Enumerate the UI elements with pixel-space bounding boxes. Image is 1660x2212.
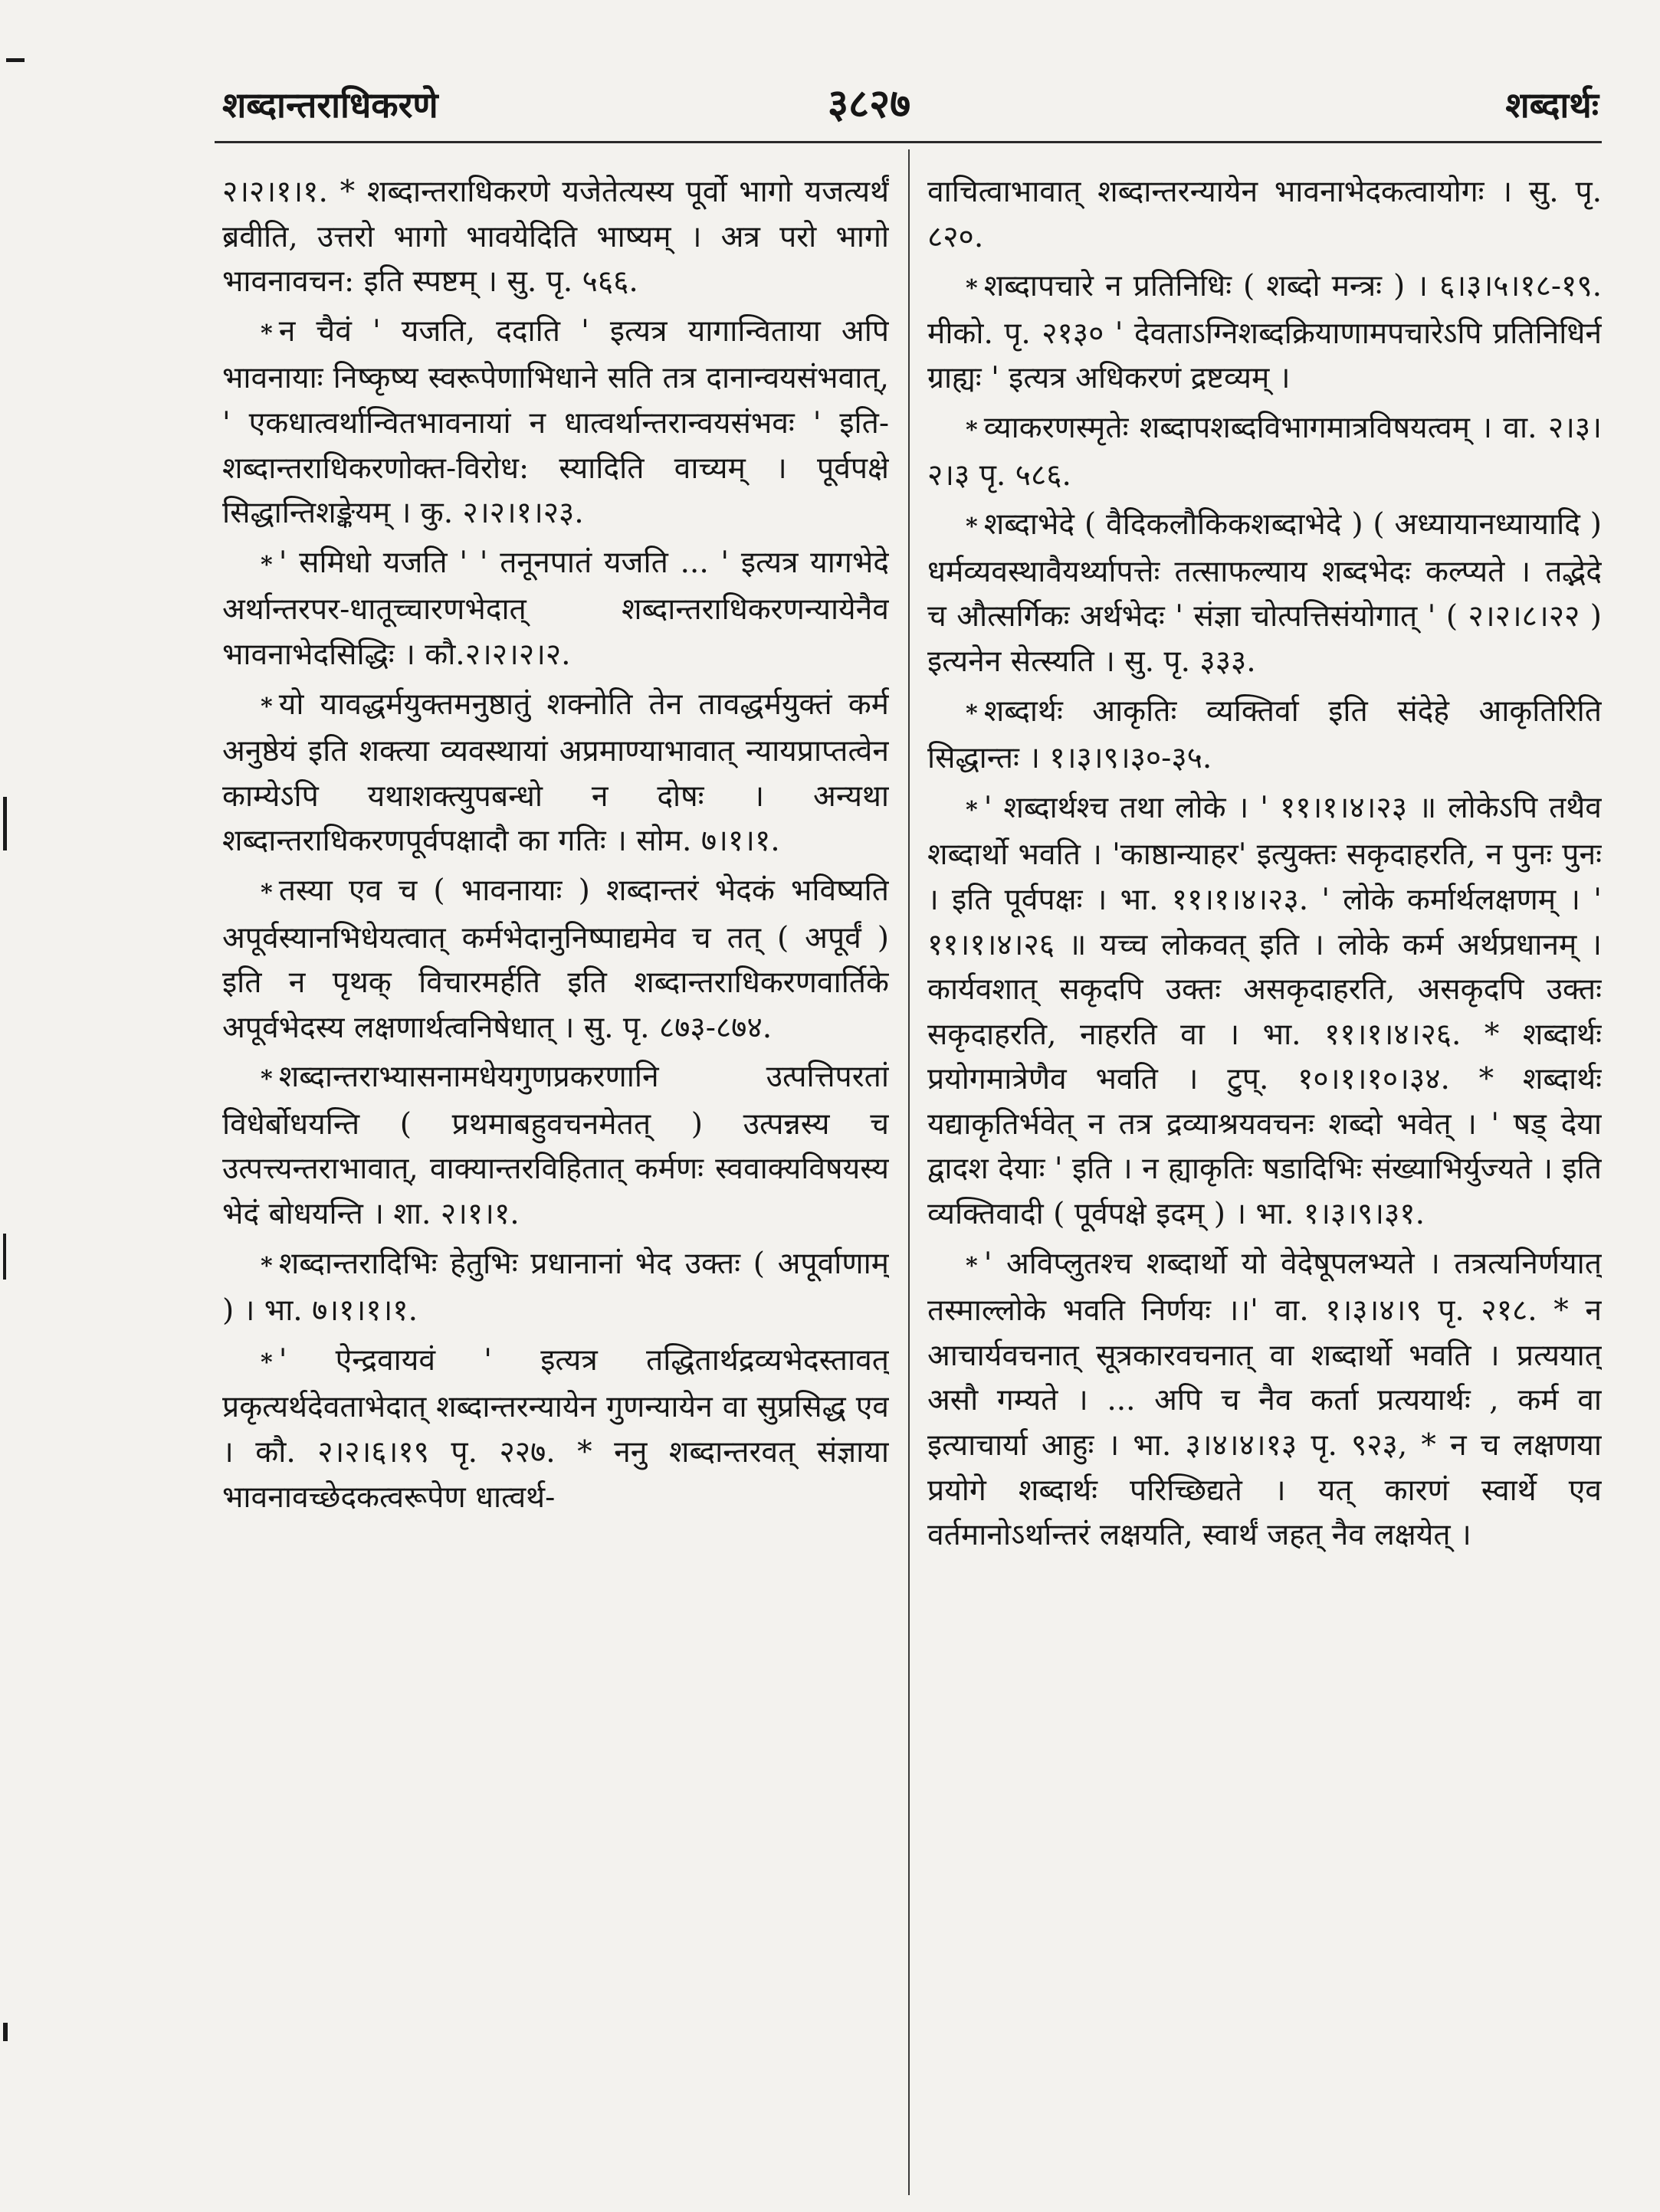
entry-text: न चैवं ' यजति, ददाति ' इत्यत्र यागान्विताया अपि भावनायाः निष्कृष्य स्वरूपेणाभिधाने सति तत्र दानान्वयसंभवात्, ' एकधात्वर्थान्वितभावनायां न धात्वर्थान्तरान्वयसंभवः ' इति-शब्दान्तराधिकरणोक्त-विरोध: स्यादिति वाच्यम् । पूर्वपक्षे सिद्धान्तिशङ्केयम् । कु. २।२।१।२३.	[222, 313, 889, 531]
right-column	[927, 170, 1602, 2178]
column-divider	[908, 149, 910, 2195]
entry-paragraph	[222, 170, 889, 305]
entry-paragraph	[927, 264, 1602, 401]
entry-paragraph	[222, 310, 889, 536]
page-number: ३८२७	[828, 80, 911, 127]
asterisk-icon: *	[966, 513, 978, 541]
entry-paragraph	[222, 541, 889, 678]
entry-text: शब्दाभेदे ( वैदिकलौकिकशब्दाभेदे ) ( अध्यायानध्यायादि ) धर्मव्यवस्थावैयर्थ्यापत्तेः तत्साफल्याय शब्दभेदः कल्प्यते । तद्भेदे च औत्सर्गिकः अर्थभेदः ' संज्ञा चोत्पत्तिसंयोगात् ' ( २।२।८।२२ ) इत्यनेन सेत्स्यति । सु. पृ. ३३३.	[927, 507, 1602, 679]
entry-text: ' समिधो यजति ' ' तनूनपातं यजति ... ' इत्यत्र यागभेदे अर्थान्तरपर-धातूच्चारणभेदात् शब्दान्तराधिकरणन्यायेनैव भावनाभेदसिद्धिः । कौ.२।२।२।२.	[222, 545, 889, 672]
asterisk-icon: *	[966, 416, 978, 444]
scan-mark	[3, 2023, 8, 2041]
entry-text: ' शब्दार्थश्च तथा लोके । ' ११।१।४।२३ ॥ लोकेऽपि तथैव शब्दार्थो भवति । 'काष्ठान्याहर' इत्युक्तः सकृदाहरति, न पुनः पुनः । इति पूर्वपक्षः । भा. ११।१।४।२३. ' लोके कर्मार्थलक्षणम् । ' ११।१।४।२६ ॥ यच्च लोकवत् इति । लोके कर्म अर्थप्रधानम् । कार्यवशात् सकृदपि उक्तः असकृदाहरति, असकृदपि उक्तः सकृदाहरति, नाहरति वा । भा. ११।१।४।२६. * शब्दार्थः प्रयोगमात्रेणैव भवति । टुप्. १०।१।१०।३४. * शब्दार्थः यद्याकृतिर्भवेत् न तत्र द्रव्याश्रयवचनः शब्दो भवेत् । ' षड् देया द्वादश देयाः ' इति । न ह्याकृतिः षडादिभिः संख्याभिर्युज्यते । इति व्यक्तिवादी ( पूर्वपक्षे इदम् ) । भा. १।३।९।३१.	[927, 790, 1602, 1232]
entry-text: शब्दापचारे न प्रतिनिधिः ( शब्दो मन्त्रः ) । ६।३।५।१८-१९. मीको. पृ. २१३० ' देवताऽग्निशब्दक्रियाणामपचारेऽपि प्रतिनिधिर्न ग्राह्यः ' इत्यत्र अधिकरणं द्रष्टव्यम् ।	[927, 269, 1602, 396]
page-header	[0, 0, 1660, 153]
entry-paragraph	[927, 786, 1602, 1237]
asterisk-icon: *	[966, 1252, 978, 1280]
asterisk-icon: *	[261, 1349, 273, 1376]
running-head-right: शब्दार्थः	[1505, 84, 1599, 126]
entry-text: ' ऐन्द्रवायवं ' इत्यत्र तद्धितार्थद्रव्यभेदस्तावत् प्रकृत्यर्थदेवताभेदात् शब्दान्तरन्यायेन गुणन्यायेन वा सुप्रसिद्ध एव । कौ. २।२।६।१९ पृ. २२७. * ननु शब्दान्तरवत् संज्ञाया भावनावच्छेदकत्वरूपेण धात्वर्थ-	[222, 1342, 889, 1515]
entry-paragraph	[222, 1242, 889, 1334]
entry-text: वाचित्वाभावात् शब्दान्तरन्यायेन भावनाभेदकत्वायोगः । सु. पृ. ८२०.	[927, 175, 1602, 254]
entry-paragraph	[927, 170, 1602, 260]
entry-paragraph	[927, 690, 1602, 782]
asterisk-icon: *	[261, 320, 273, 347]
entry-paragraph	[927, 406, 1602, 498]
entry-text: ' अविप्लुतश्च शब्दार्थो यो वेदेषूपलभ्यते । तत्रत्यनिर्णयात् तस्माल्लोके भवति निर्णयः ।।' वा. १।३।४।९ पृ. २१८. * न आचार्यवचनात् सूत्रकारवचनात् वा शब्दार्थो भवति । प्रत्ययात् असौ गम्यते । ... अपि च नैव कर्ता प्रत्ययार्थः , कर्म वा इत्याचार्या आहुः । भा. ३।४।४।१३ पृ. ९२३, * न च लक्षणया प्रयोगे शब्दार्थः परिच्छिद्यते । यत् कारणं स्वार्थे एव वर्तमानोऽर्थान्तरं लक्षयति, स्वार्थं जहत् नैव लक्षयेत् ।	[927, 1246, 1602, 1553]
entry-text: २।२।१।१. * शब्दान्तराधिकरणे यजेतेत्यस्य पूर्वो भागो यजत्यर्थं ब्रवीति, उत्तरो भागो भावयेदिति भाष्यम् । अत्र परो भागो भावनावचन: इति स्पष्टम् । सु. पृ. ५६६.	[222, 175, 889, 300]
asterisk-icon: *	[261, 693, 273, 720]
asterisk-icon: *	[966, 796, 978, 824]
entry-text: तस्या एव च ( भावनायाः ) शब्दान्तरं भेदकं भविष्यति अपूर्वस्यानभिधेयत्वात् कर्मभेदानुनिष्पाद्यमेव च तत् ( अपूर्वं ) इति न पृथक् विचारमर्हति इति शब्दान्तराधिकरणवार्तिके अपूर्वभेदस्य लक्षणार्थत्वनिषेधात् । सु. पृ. ८७३-८७४.	[222, 873, 889, 1045]
entry-paragraph	[222, 683, 889, 864]
asterisk-icon: *	[261, 1066, 273, 1093]
asterisk-icon: *	[261, 551, 273, 578]
entry-paragraph	[222, 869, 889, 1050]
running-head-left: शब्दान्तराधिकरणे	[222, 84, 438, 126]
entry-text: शब्दार्थः आकृतिः व्यक्तिर्वा इति संदेहे आकृतिरिति सिद्धान्तः । १।३।९।३०-३५.	[927, 693, 1602, 776]
asterisk-icon: *	[966, 275, 978, 303]
scan-mark	[6, 58, 25, 62]
header-rule	[215, 141, 1602, 143]
entry-paragraph	[927, 1242, 1602, 1558]
asterisk-icon: *	[966, 700, 978, 727]
entry-text: व्याकरणस्मृतेः शब्दापशब्दविभागमात्रविषयत्वम् । वा. २।३।२।३ पृ. ५८६.	[927, 410, 1602, 493]
asterisk-icon: *	[261, 879, 273, 906]
scan-mark	[3, 797, 7, 850]
entry-paragraph	[222, 1055, 889, 1237]
asterisk-icon: *	[261, 1252, 273, 1280]
entry-paragraph	[927, 503, 1602, 684]
entry-text: शब्दान्तराभ्यासनामधेयगुणप्रकरणानि उत्पत्तिपरतां विधेर्बोधयन्ति ( प्रथमाबहुवचनमेतत् ) उत्पन्नस्य च उत्पत्त्यन्तराभावात्, वाक्यान्तरविहितात् कर्मणः स्ववाक्यविषयस्य भेदं बोधयन्ति । शा. २।१।१.	[222, 1060, 889, 1232]
entry-text: शब्दान्तरादिभिः हेतुभिः प्रधानानां भेद उक्तः ( अपूर्वाणाम् ) । भा. ७।१।१।१.	[222, 1246, 889, 1329]
entry-text: यो यावद्धर्मयुक्तमनुष्ठातुं शक्नोति तेन तावद्धर्मयुक्तं कर्म अनुष्ठेयं इति शक्त्या व्यवस्थायां अप्रमाण्याभावात् न्यायप्राप्तत्वेन काम्येऽपि यथाशक्त्युपबन्धो न दोषः । अन्यथा शब्दान्तराधिकरणपूर्वपक्षादौ का गतिः । सोम. ७।१।१.	[222, 687, 889, 859]
entry-paragraph	[222, 1339, 889, 1520]
scan-mark	[3, 1234, 6, 1280]
left-column	[222, 170, 889, 2178]
